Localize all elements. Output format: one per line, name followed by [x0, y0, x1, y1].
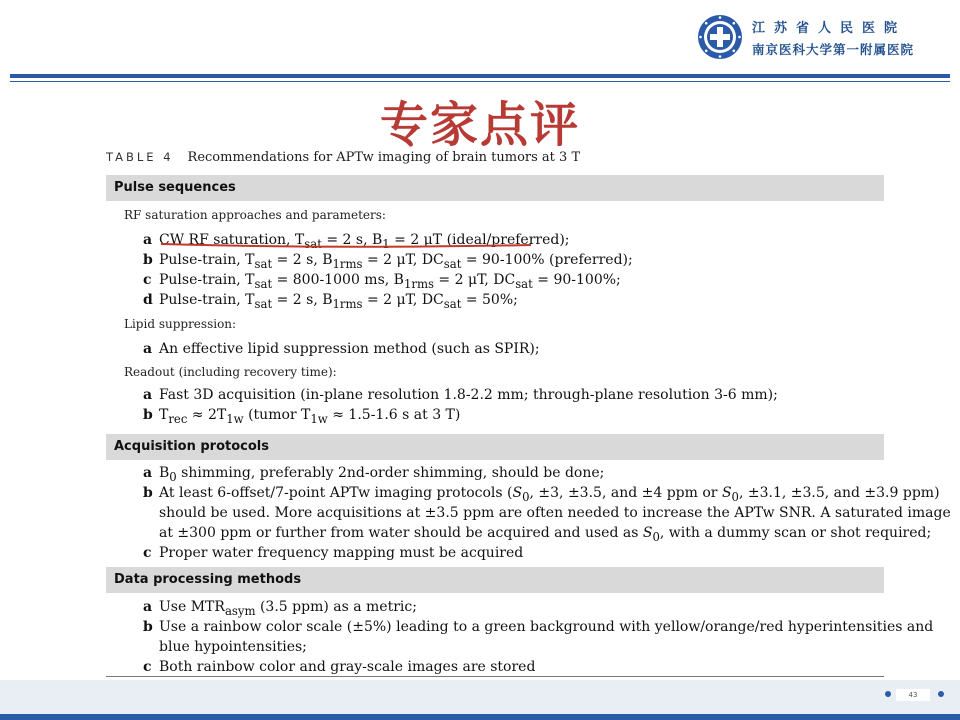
page-number: 43: [896, 689, 930, 701]
list-item: c Proper water frequency mapping must be acquired: [143, 545, 524, 561]
list-item: b $T_{rec} \approx 2T_{1w}$ (tumor $T_{1w} \approx 1.5-1.6$ s at 3 T): [143, 407, 461, 426]
table-bottom-rule: [106, 676, 884, 677]
section-header-data-processing: Data processing methods: [106, 567, 884, 593]
list-item: b At least 6-offset/7-point APTw imaging protocols ($S_0$, ±3, ±3.5, and ±4 ppm or $S_0$, ±3.1, ±3.5, and ±3.9 ppm): [143, 485, 940, 504]
subheading-rf-saturation: RF saturation approaches and parameters:: [124, 208, 386, 222]
hospital-name: 江苏省人民医院: [752, 21, 907, 36]
table-caption: [106, 150, 580, 165]
list-item-continuation: should be used. More acquisitions at ±3.5 ppm are often needed to increase the APTw SNR. A saturated image: [159, 505, 951, 521]
list-item: c Pulse-train, $T_{sat} = 800-1000$ ms, $B_{1rms} = 2$ μT, $DC_{sat} = 90-100\%$;: [143, 272, 621, 291]
list-item: b Use a rainbow color scale (±5%) leading to a green background with yellow/orange/red hyperintensities and: [143, 619, 934, 635]
hospital-emblem-icon: [697, 14, 743, 60]
list-item-continuation: at ±300 ppm or further from water should be acquired and used as $S_0$, with a dummy scan or shot required;: [159, 525, 932, 544]
list-item: a CW RF saturation, $T_{sat} = 2$ s, $B_1 = 2$ μT (ideal/preferred);: [143, 232, 570, 251]
red-underline-annotation: [160, 242, 532, 249]
list-item: b Pulse-train, $T_{sat} = 2$ s, $B_{1rms} = 2$ μT, $DC_{sat} = 90-100\%$ (preferred);: [143, 252, 633, 271]
subheading-readout: Readout (including recovery time):: [124, 365, 337, 379]
list-item: d Pulse-train, $T_{sat} = 2$ s, $B_{1rms} = 2$ μT, $DC_{sat} = 50\%$;: [143, 292, 518, 311]
section-header-acquisition-protocols: Acquisition protocols: [106, 434, 884, 460]
footer-band: [0, 680, 960, 714]
list-item: a An effective lipid suppression method (such as SPIR);: [143, 341, 540, 357]
table-caption-text: Recommendations for APTw imaging of brain tumors at 3 T: [187, 150, 581, 165]
header-divider-thin: [10, 81, 950, 82]
footer-bar: [0, 714, 960, 720]
list-item: a $B_0$ shimming, preferably 2nd-order shimming, should be done;: [143, 465, 605, 484]
dot-icon: [885, 691, 891, 697]
section-header-pulse-sequences: Pulse sequences: [106, 175, 884, 201]
dot-icon: [938, 691, 944, 697]
list-item: a Fast 3D acquisition (in-plane resolution 1.8-2.2 mm; through-plane resolution 3-6 mm);: [143, 387, 778, 403]
table-label: TABLE 4: [106, 150, 174, 164]
list-item: a Use $MTR_{asym}$ (3.5 ppm) as a metric;: [143, 599, 417, 618]
hospital-affiliation: 南京医科大学第一附属医院: [752, 42, 915, 57]
subheading-lipid-suppression: Lipid suppression:: [124, 317, 237, 331]
list-item: c Both rainbow color and gray-scale images are stored: [143, 659, 536, 675]
list-item-continuation: blue hypointensities;: [159, 639, 307, 655]
header-divider: [10, 74, 950, 78]
slide-title: 专家点评: [379, 97, 580, 153]
